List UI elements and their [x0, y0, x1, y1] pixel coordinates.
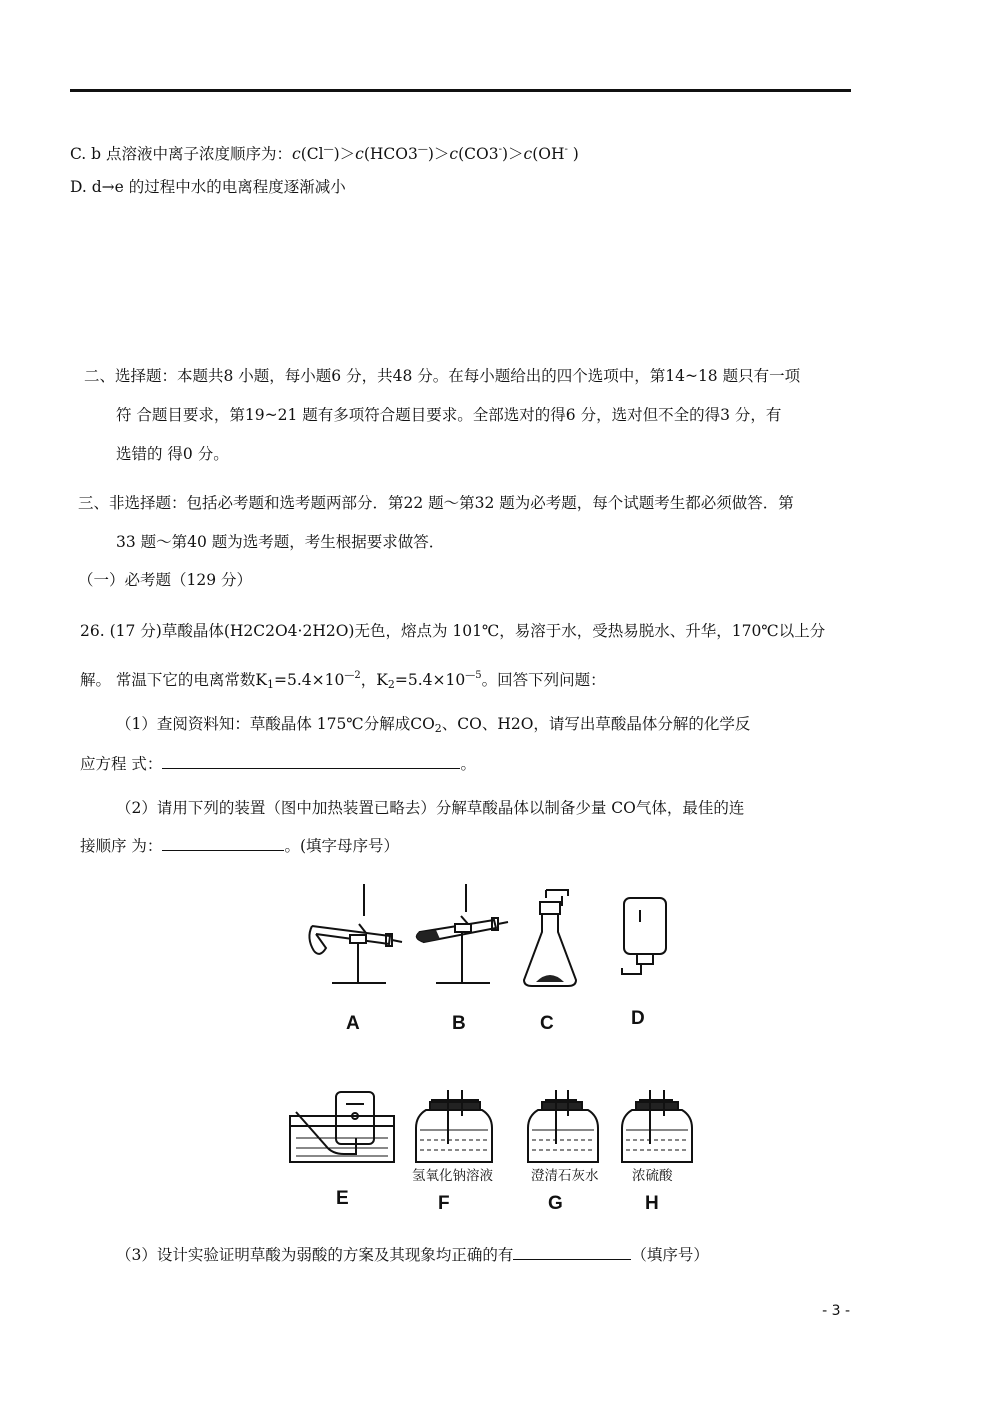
apparatus-g: [528, 1090, 598, 1162]
q26-part3: [116, 1243, 709, 1265]
label-b: B: [452, 1013, 466, 1034]
q26-text: 。回答下列问题：: [481, 671, 606, 689]
section2-line1: 二、选择题：本题共8 小题，每小题6 分，共48 分。在每小题给出的四个选项中，第14~18 题只有一项: [84, 367, 801, 385]
k1-exponent: —2: [344, 670, 361, 681]
apparatus-f: [416, 1090, 492, 1162]
answer-blank-3[interactable]: [513, 1245, 631, 1260]
c-symbol: c: [523, 145, 533, 163]
part1-text: 应方程 式：: [80, 755, 163, 773]
apparatus-c: [524, 890, 576, 986]
apparatus-a: [309, 884, 402, 983]
option-c-gt: )＞: [501, 145, 524, 163]
apparatus-figure: [0, 876, 992, 1236]
co2-subscript: 2: [434, 722, 442, 735]
part3-end: （填序号）: [631, 1246, 709, 1264]
section2-line2: 符 合题目要求，第19~21 题有多项符合题目要求。全部选对的得6 分，选对但不全的得3 分，有: [116, 406, 782, 424]
option-d: D. d→e 的过程中水的电离程度逐渐减小: [70, 178, 346, 196]
q26-part1-line2: [80, 752, 476, 774]
option-c-charge: -: [564, 144, 568, 155]
label-c: C: [540, 1013, 554, 1034]
label-h: H: [645, 1193, 659, 1214]
answer-blank-1[interactable]: [162, 754, 460, 769]
label-g: G: [548, 1193, 563, 1214]
caption-h: 浓硫酸: [632, 1168, 673, 1184]
q26-part1-line1: [116, 712, 750, 735]
label-a: A: [346, 1013, 360, 1034]
page-number: - 3 -: [822, 1303, 850, 1319]
label-e: E: [336, 1188, 349, 1209]
option-c: [70, 142, 579, 164]
section3-line2: 33 题～第40 题为选考题，考生根据要求做答．: [116, 533, 445, 551]
option-c-gt: )＞: [427, 145, 450, 163]
q26-part2-line2: [80, 834, 399, 856]
part2-text: 接顺序 为：: [80, 837, 163, 855]
k2-subscript: 2: [387, 678, 395, 691]
section3-line1: 三、非选择题：包括必考题和选考题两部分．第22 题～第32 题为必考题，每个试题考生都必须做答．第: [78, 494, 794, 512]
k1-value: =5.4×10: [274, 671, 345, 689]
part3-text: （3）设计实验证明草酸为弱酸的方案及其现象均正确的有: [116, 1246, 514, 1264]
label-f: F: [438, 1193, 450, 1214]
k1-subscript: 1: [267, 678, 275, 691]
label-d: D: [631, 1008, 645, 1029]
option-c-charge: -: [498, 144, 502, 155]
option-c-hco3: (HCO3: [363, 145, 418, 163]
option-c-cl: (Cl: [300, 145, 324, 163]
q26-part2-line1: （2）请用下列的装置（图中加热装置已略去）分解草酸晶体以制备少量 CO气体，最佳的连: [116, 799, 745, 817]
q26-line1: 26. (17 分)草酸晶体(H2C2O4·2H2O)无色，熔点为 101℃，易溶于水，受热易脱水、升华，170℃以上分: [80, 622, 826, 640]
c-symbol: c: [292, 145, 301, 163]
part2-end: 。(填字母序号）: [284, 837, 399, 855]
option-c-prefix: C. b 点溶液中离子浓度顺序为：: [70, 145, 293, 163]
section2-line3: 选错的 得0 分。: [116, 445, 229, 463]
apparatus-e: [290, 1092, 394, 1162]
caption-f: 氢氧化钠溶液: [412, 1168, 493, 1184]
option-c-co3: (CO3: [458, 145, 499, 163]
q26-text: 解。 常温下它的电离常数K: [80, 671, 268, 689]
caption-g: 澄清石灰水: [531, 1168, 599, 1184]
option-c-charge: —: [323, 144, 334, 155]
q26-text: ，K: [360, 671, 388, 689]
answer-blank-2[interactable]: [162, 836, 284, 851]
c-symbol: c: [449, 145, 459, 163]
part1-end: 。: [460, 755, 476, 773]
part1-text: 、CO、H2O，请写出草酸晶体分解的化学反: [441, 715, 751, 733]
subsection-title: （一）必考题（129 分）: [78, 571, 253, 589]
option-c-close: ): [567, 145, 579, 163]
q26-line2: [80, 668, 606, 691]
part1-text: （1）查阅资料知：草酸晶体 175℃分解成CO: [116, 715, 435, 733]
k2-value: =5.4×10: [394, 671, 466, 689]
option-c-gt: )＞: [333, 145, 356, 163]
k2-exponent: —5: [465, 670, 482, 681]
option-c-charge: —: [417, 144, 428, 155]
c-symbol: c: [355, 145, 364, 163]
apparatus-d: [622, 898, 666, 974]
option-c-oh: (OH: [532, 145, 565, 163]
apparatus-h: [622, 1090, 692, 1162]
header-rule: [70, 89, 851, 92]
